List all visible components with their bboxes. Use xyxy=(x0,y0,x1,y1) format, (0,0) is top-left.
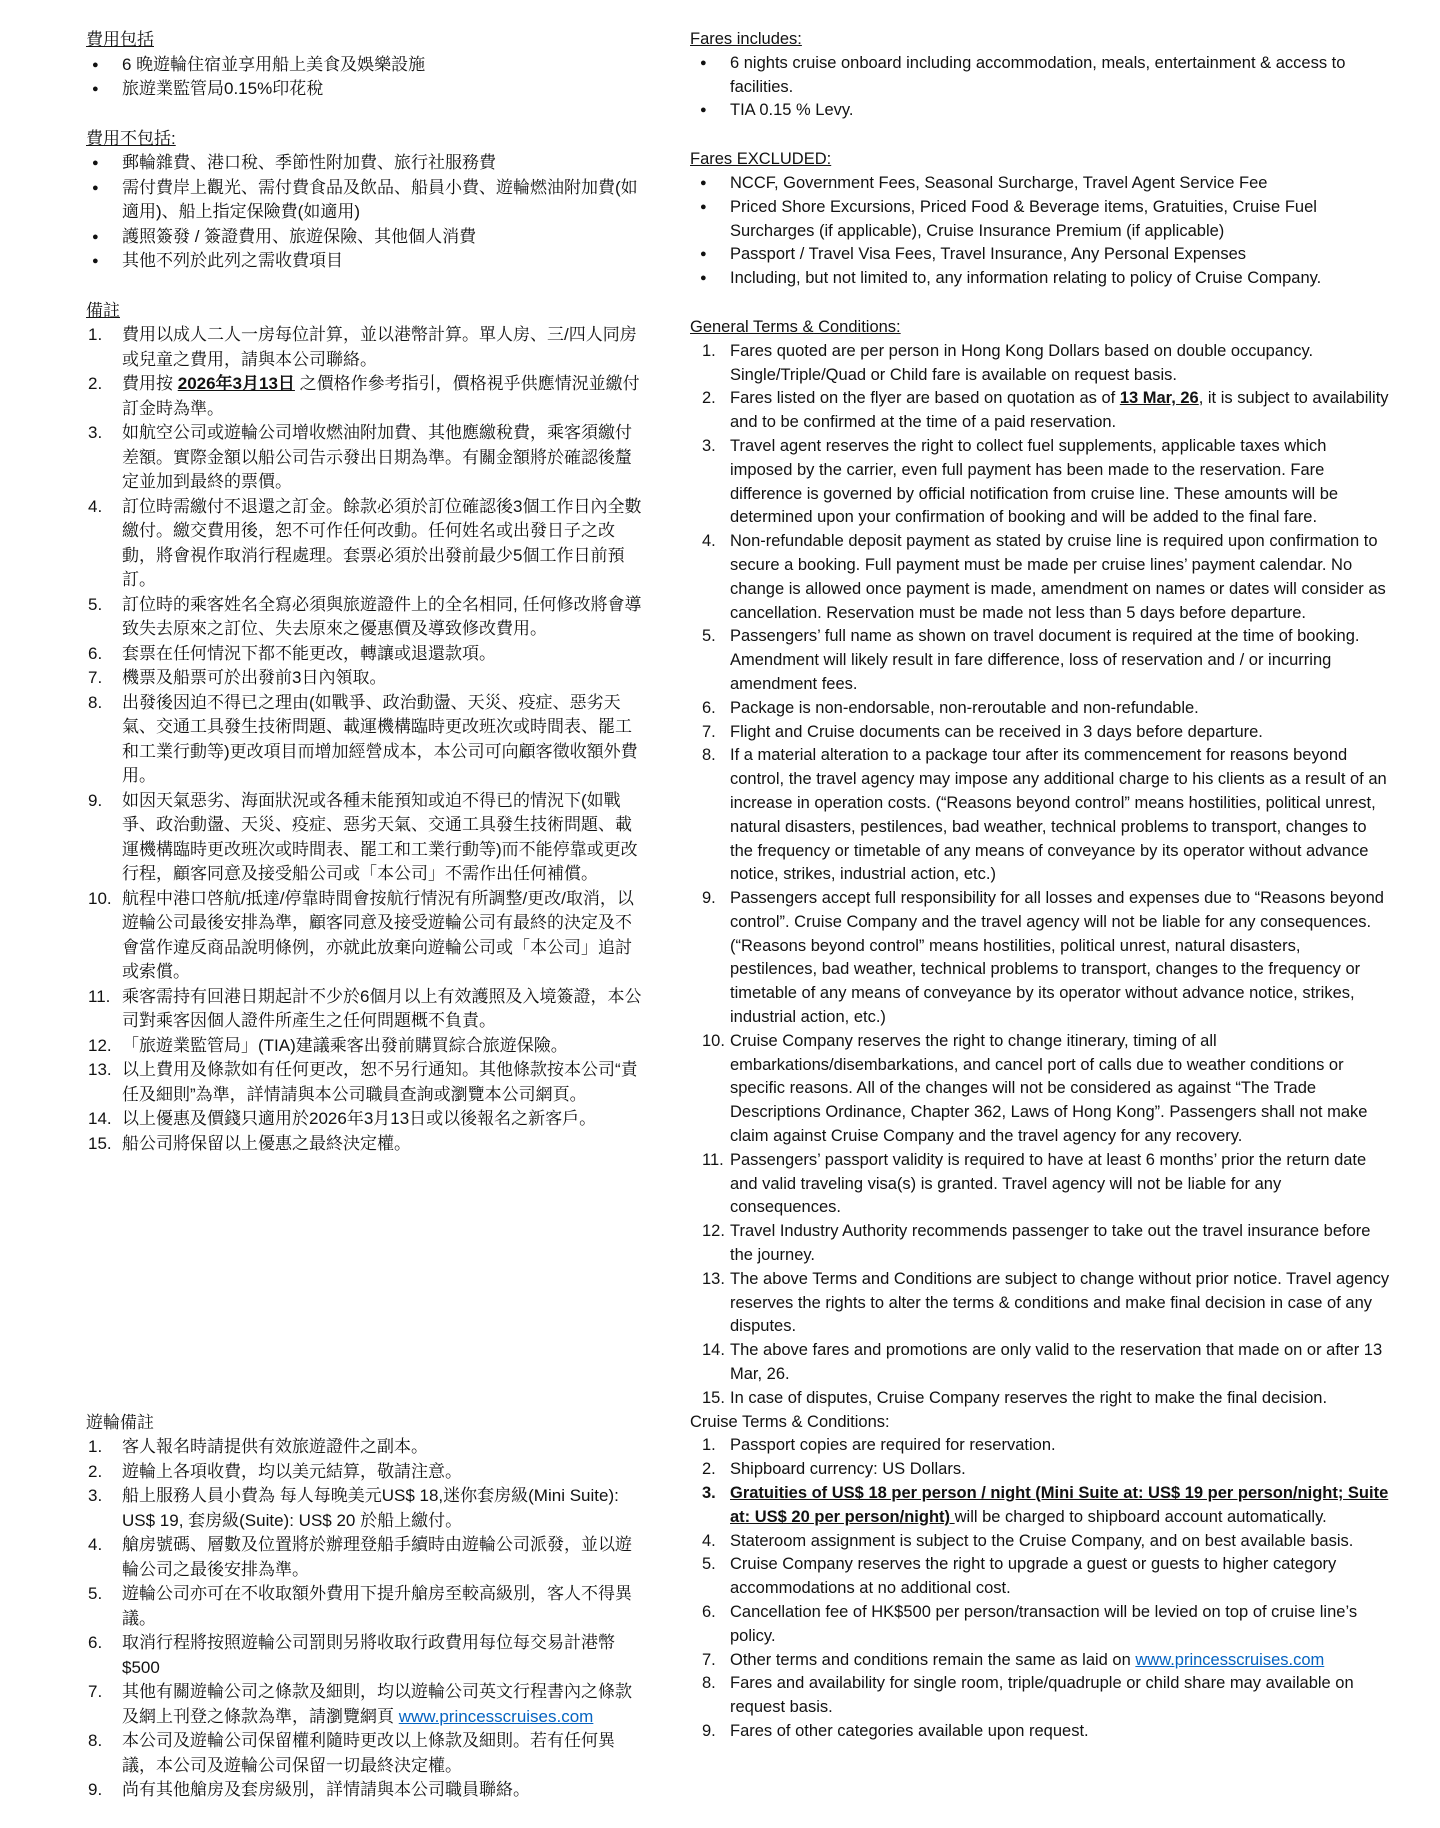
list-item xyxy=(86,1631,646,1680)
list-item xyxy=(86,372,646,421)
list-item xyxy=(690,530,1390,625)
cruise-terms-list xyxy=(690,1434,1390,1743)
list-item xyxy=(86,421,646,495)
text-segment: Including, but not limited to, any information relating to policy of Cruise Company. xyxy=(730,269,1322,288)
text-segment: TIA 0.15 % Levy. xyxy=(730,101,854,120)
bullet-icon: ● xyxy=(700,176,707,189)
list-item xyxy=(690,1268,1390,1339)
item-number: 1. xyxy=(88,325,103,344)
text-segment: 以上優惠及價錢只適用於2026年3月13日或以後報名之新客戶。 xyxy=(122,1109,597,1128)
bullet-icon: ● xyxy=(700,248,707,261)
list-item-text xyxy=(122,644,496,663)
text-segment: 機票及船票可於出發前3日內領取。 xyxy=(122,668,387,687)
list-item xyxy=(690,1387,1390,1411)
list-item xyxy=(690,1434,1390,1458)
list-item xyxy=(690,1720,1390,1744)
item-number: 5. xyxy=(702,1555,716,1574)
item-number: 1. xyxy=(88,1437,103,1457)
text-segment: Priced Shore Excursions, Priced Food & Beverage items, Gratuities, Cruise Fuel Surcharges (if applicable), Cruise Insurance Premium (if applicable) xyxy=(730,197,1317,240)
list-item xyxy=(690,1601,1390,1649)
text-segment: 本公司及遊輪公司保留權利隨時更改以上條款及細則。若有任何異議，本公司及遊輪公司保留一切最終決定權。 xyxy=(122,1731,615,1775)
chinese-column-top xyxy=(86,28,646,1411)
list-item xyxy=(86,1132,646,1157)
item-number: 2. xyxy=(702,389,716,408)
list-item-text xyxy=(730,532,1386,621)
list-item xyxy=(86,77,646,102)
princesscruises-link[interactable]: www.princesscruises.com xyxy=(1135,1650,1325,1669)
list-item-text xyxy=(122,1109,596,1128)
list-item-text xyxy=(730,198,1317,240)
list-item xyxy=(86,1680,646,1729)
list-item xyxy=(690,1149,1390,1220)
list-item xyxy=(690,52,1390,100)
fares-includes-heading: Fares includes: xyxy=(690,30,802,48)
text-segment: Passengers’ passport validity is required to have at least 6 months’ prior the return date and valid traveling visa(s) is granted. Travel agency will not be liable for any consequences. xyxy=(730,1150,1367,1217)
text-segment: 訂位時的乘客姓名全寫必須與旅遊證件上的全名相同, 任何修改將會導致失去原來之訂位、失去原來之優惠價及導致修改費用。 xyxy=(122,594,642,638)
princesscruises-link[interactable]: www.princesscruises.com xyxy=(398,1706,594,1726)
list-item xyxy=(86,249,646,274)
item-number: 8. xyxy=(88,692,103,712)
text-segment: Other terms and conditions remain the same as laid on xyxy=(730,1650,1136,1669)
list-item-text xyxy=(730,1341,1382,1383)
list-item xyxy=(690,99,1390,123)
text-segment: 艙房號碼、層數及位置將於辦理登船手續時由遊輪公司派發，並以遊輪公司之最後安排為準。 xyxy=(122,1535,632,1579)
text-segment: Fares and availability for single room, triple/quadruple or child share may available on request basis. xyxy=(730,1674,1354,1717)
list-item-text xyxy=(730,723,1263,741)
english-column-bottom xyxy=(690,1411,1390,1744)
list-item xyxy=(86,1435,646,1460)
item-number: 8. xyxy=(702,746,716,765)
text-segment: 護照簽發 / 簽證費用、旅遊保險、其他個人消費 xyxy=(122,226,477,246)
list-item-text xyxy=(730,269,1321,287)
text-segment: 遊輪上各項收費，均以美元結算，敬請注意。 xyxy=(122,1461,462,1481)
list-item-text xyxy=(730,1722,1089,1740)
text-segment: 旅遊業監管局0.15%印花稅 xyxy=(122,79,324,98)
list-item xyxy=(86,1058,646,1107)
item-number: 13. xyxy=(702,1269,725,1288)
text-segment: 船公司將保留以上優惠之最終決定權。 xyxy=(122,1133,411,1153)
list-item xyxy=(690,697,1390,721)
list-item-text xyxy=(730,1436,1056,1454)
list-item-text xyxy=(122,1731,615,1775)
list-item-text xyxy=(122,227,476,246)
list-item-text xyxy=(730,1651,1324,1669)
text-segment: If a material alteration to a package tour after its commencement for reasons beyond control, the travel agency may impose any additional charge to his clients as a result of an increase in operation costs. (“Reasons beyond control” means hostilities, political unrest, natural disasters, pestilences, bad weather, technical problems to transport, changes to the frequency or timetable of any means of conveyance by its operator without advance notice, strikes, industrial action, etc.) xyxy=(730,746,1387,884)
item-number: 7. xyxy=(88,1682,103,1702)
list-item-text xyxy=(122,251,343,270)
item-number: 2. xyxy=(88,1461,103,1481)
list-item-text xyxy=(122,1060,638,1104)
text-segment: 訂位時需繳付不退還之訂金。餘款必須於訂位確認後3個工作日內全數繳付。繳交費用後，恕不可作任何改動。任何姓名或出發日子之改動，將會視作取消行程處理。套票必須於出發前最少5個工作日前預訂。 xyxy=(122,496,642,589)
list-item xyxy=(86,1533,646,1582)
text-segment: will be charged to shipboard account automatically. xyxy=(954,1507,1327,1526)
list-item xyxy=(690,1030,1390,1149)
list-item xyxy=(690,1672,1390,1720)
bullet-icon: ● xyxy=(92,181,99,194)
list-item xyxy=(690,1482,1390,1530)
text-segment: 取消行程將按照遊輪公司罰則另將收取行政費用每位每交易計港幣$500 xyxy=(122,1633,615,1677)
item-number: 7. xyxy=(702,722,716,741)
section-notes xyxy=(86,299,646,1157)
text-segment: 6 nights cruise onboard including accommodation, meals, entertainment & access to facilities. xyxy=(730,53,1346,96)
item-number: 4. xyxy=(88,1535,103,1555)
text-segment: Package is non-endorsable, non-reroutable and non-refundable. xyxy=(730,698,1199,717)
list-item-text xyxy=(730,699,1199,717)
list-item-text xyxy=(122,1462,462,1481)
text-segment: Travel agent reserves the right to collect fuel supplements, applicable taxes which imposed by the carrier, even full payment has been made to the reservation. Fare difference is governed by official notification from cruise line. These amounts will be determined upon your confirmation of booking and will be added to the final fare. xyxy=(730,436,1339,527)
list-item xyxy=(690,1220,1390,1268)
text-segment: 費用按 xyxy=(122,374,178,393)
item-number: 10. xyxy=(88,888,112,908)
text-segment: 出發後因迫不得已之理由(如戰爭、政治動盪、天災、疫症、惡劣天氣、交通工具發生技術問題、載運機構臨時更改班次或時間表、罷工和工業行動等)更改項目而增加經營成本，本公司可向顧客徵收額外費用。 xyxy=(122,692,638,785)
list-item-text xyxy=(730,342,1313,384)
text-segment: 尚有其他艙房及套房級別，詳情請與本公司職員聯絡。 xyxy=(122,1780,530,1800)
list-item-text xyxy=(122,325,637,369)
fees-include-list xyxy=(86,53,646,102)
text-segment: Flight and Cruise documents can be received in 3 days before departure. xyxy=(730,722,1263,741)
bullet-icon: ● xyxy=(92,58,99,71)
text-segment: Fares listed on the flyer are based on quotation as of xyxy=(730,389,1120,408)
list-item-text xyxy=(730,1674,1354,1716)
list-item xyxy=(86,1729,646,1778)
list-item xyxy=(86,1778,646,1803)
list-item-text xyxy=(122,153,496,172)
list-item-text xyxy=(122,1535,632,1579)
list-item xyxy=(690,625,1390,696)
item-number: 6. xyxy=(702,1603,716,1621)
text-segment: Passengers accept full responsibility for all losses and expenses due to “Reasons beyond control”. Cruise Company and the travel agency will not be liable for any consequences. (“Reasons beyond control” means hostilities, political unrest, natural disasters, pestilences, bad weather, technical problems to transport, changes to the frequency or timetable of any means of conveyance by its operator without advance notice, strikes, industrial action, etc.) xyxy=(730,889,1384,1027)
text-segment: , it is subject to availability and to be confirmed at the time of a paid reservation. xyxy=(730,389,1389,432)
text-segment: Shipboard currency: US Dollars. xyxy=(730,1460,966,1479)
list-item xyxy=(86,1460,646,1485)
item-number: 15. xyxy=(88,1133,112,1153)
list-item xyxy=(690,744,1390,887)
list-item xyxy=(86,495,646,593)
bullet-icon: ● xyxy=(700,56,707,69)
list-item-text xyxy=(730,1222,1370,1264)
item-number: 5. xyxy=(702,627,716,646)
item-number: 14. xyxy=(702,1341,725,1360)
list-item-text xyxy=(730,101,854,119)
list-item-text xyxy=(122,79,323,98)
item-number: 6. xyxy=(88,1633,103,1653)
text-segment: 航程中港口啓航/抵達/停靠時間會按航行情況有所調整/更改/取消，以遊輪公司最後安排為準，顧客同意及接受遊輪公司有最終的決定及不會當作違反商品說明條例，亦就此放棄向遊輪公司或「本公司」追討或索償。 xyxy=(122,888,634,981)
list-item xyxy=(690,267,1390,291)
section-general-terms xyxy=(690,316,1390,1411)
list-item xyxy=(690,1458,1390,1482)
item-number: 3. xyxy=(702,1484,716,1503)
list-item xyxy=(86,225,646,250)
bullet-icon: ● xyxy=(700,272,707,285)
list-item-text xyxy=(730,746,1387,883)
item-number: 9. xyxy=(88,1780,103,1800)
list-item-text xyxy=(730,1032,1367,1145)
list-item-text xyxy=(122,1780,530,1799)
list-item-text xyxy=(122,1682,632,1726)
text-segment: In case of disputes, Cruise Company reserves the right to make the final decision. xyxy=(730,1388,1328,1407)
list-item-text xyxy=(730,1151,1366,1217)
list-item xyxy=(86,887,646,985)
list-item-text xyxy=(122,1486,619,1530)
section-fees-include xyxy=(86,28,646,102)
list-item-text xyxy=(122,374,640,418)
text-segment: The above Terms and Conditions are subject to change without prior notice. Travel agency reserves the rights to alter the terms & conditions and make final decision in case of any disputes. xyxy=(730,1269,1390,1336)
text-segment: 2026年3月13日 xyxy=(177,374,295,393)
list-item xyxy=(690,435,1390,530)
text-segment: Passport copies are required for reservation. xyxy=(730,1436,1056,1455)
item-number: 2. xyxy=(88,374,103,393)
bullet-icon: ● xyxy=(700,104,707,117)
item-number: 7. xyxy=(88,668,103,687)
list-item xyxy=(86,53,646,78)
text-segment: Non-refundable deposit payment as stated by cruise line is required upon confirmation to secure a booking. Full payment must be made per cruise lines’ payment calendar. No change is allowed once payment is made, amendment on names or dates will consider as cancellation. Reservation must be made not less than 5 days before departure. xyxy=(730,532,1386,622)
list-item xyxy=(86,666,646,691)
list-item-text xyxy=(122,595,641,639)
item-number: 8. xyxy=(88,1731,103,1751)
section-fares-includes xyxy=(690,28,1390,123)
item-number: 4. xyxy=(702,532,716,551)
list-item xyxy=(690,196,1390,244)
text-segment: Cruise Company reserves the right to upgrade a guest or guests to higher category accommodations at no additional cost. xyxy=(730,1555,1337,1598)
bullet-icon: ● xyxy=(700,200,707,213)
list-item xyxy=(690,1530,1390,1554)
text-segment: The above fares and promotions are only valid to the reservation that made on or after 13 Mar, 26. xyxy=(730,1341,1383,1384)
item-number: 1. xyxy=(702,1436,716,1455)
item-number: 14. xyxy=(88,1109,112,1128)
item-number: 5. xyxy=(88,1584,103,1604)
list-item xyxy=(690,1339,1390,1387)
text-segment: 6 晚遊輪住宿並享用船上美食及娛樂設施 xyxy=(122,54,426,74)
list-item-text xyxy=(122,55,425,74)
list-item-text xyxy=(730,1389,1327,1407)
list-item-text xyxy=(122,1633,615,1677)
item-number: 3. xyxy=(88,423,103,442)
fares-excluded-list xyxy=(690,172,1390,291)
item-number: 4. xyxy=(88,496,103,516)
item-number: 8. xyxy=(702,1674,716,1693)
text-segment: Cancellation fee of HK$500 per person/transaction will be levied on top of cruise line’s policy. xyxy=(730,1603,1358,1645)
list-item-text xyxy=(122,791,638,884)
english-column-top xyxy=(690,28,1390,1411)
item-number: 11. xyxy=(702,1150,724,1169)
list-item-text xyxy=(122,1584,632,1628)
item-number: 6. xyxy=(88,643,103,663)
list-item xyxy=(86,1034,646,1059)
fees-exclude-heading: 費用不包括: xyxy=(86,128,176,148)
list-item xyxy=(86,789,646,887)
item-number: 12. xyxy=(88,1035,112,1055)
item-number: 4. xyxy=(702,1531,716,1550)
text-segment: 「旅遊業監管局」(TIA)建議乘客出發前購買綜合旅遊保險。 xyxy=(122,1035,568,1055)
list-item xyxy=(690,887,1390,1030)
text-segment: Travel Industry Authority recommends passenger to take out the travel insurance before the journey. xyxy=(730,1222,1371,1265)
list-item-text xyxy=(122,1134,411,1153)
cruise-notes-list xyxy=(86,1435,646,1803)
fares-includes-list xyxy=(690,52,1390,123)
text-segment: 之價格作參考指引，價格視乎供應情況並繳付訂金時為準。 xyxy=(122,374,640,418)
text-segment: 13 Mar, 26 xyxy=(1119,389,1199,408)
list-item xyxy=(86,176,646,225)
text-segment: 遊輪公司亦可在不收取額外費用下提升艙房至較高級別，客人不得異議。 xyxy=(122,1584,632,1628)
general-terms-heading: General Terms & Conditions: xyxy=(690,317,901,336)
list-item-text xyxy=(122,423,632,491)
item-number: 13. xyxy=(88,1060,112,1079)
notes-list xyxy=(86,323,646,1156)
notes-heading: 備註 xyxy=(86,300,120,320)
list-item xyxy=(86,691,646,789)
text-segment: Cruise Company reserves the right to change itinerary, timing of all embarkations/disembarkations, and cancel port of calls due to weather conditions or specific reasons. All of the changes will not be considered as against “The Trade Descriptions Ordinance, Chapter 362, Laws of Hong Kong”. Passengers shall not make claim against Cruise Company and the travel agency for any recovery. xyxy=(730,1031,1368,1146)
list-item-text xyxy=(122,178,638,222)
list-item-text xyxy=(730,437,1338,526)
list-item-text xyxy=(730,245,1246,263)
list-item xyxy=(690,1553,1390,1601)
section-fees-exclude xyxy=(86,127,646,274)
list-item xyxy=(690,1649,1390,1673)
general-terms-list xyxy=(690,340,1390,1411)
list-item xyxy=(86,985,646,1034)
text-segment: 郵輪雜費、港口稅、季節性附加費、旅行社服務費 xyxy=(122,153,496,172)
list-item-text xyxy=(122,497,641,590)
fees-include-heading: 費用包括 xyxy=(86,30,154,49)
text-segment: 船上服務人員小費為 每人每晚美元US$ 18,迷你套房級(Mini Suite): US$ 19, 套房級(Suite): US$ 20 於船上繳付。 xyxy=(122,1486,619,1530)
text-segment: Stateroom assignment is subject to the Cruise Company, and on best available basis. xyxy=(730,1531,1354,1550)
text-segment: NCCF, Government Fees, Seasonal Surcharge, Travel Agent Service Fee xyxy=(730,173,1268,192)
list-item-text xyxy=(730,889,1384,1026)
list-item xyxy=(690,172,1390,196)
list-item xyxy=(86,1484,646,1533)
list-item-text xyxy=(122,889,634,982)
text-segment: 其他不列於此列之需收費項目 xyxy=(122,251,343,270)
cruise-terms-heading: Cruise Terms & Conditions: xyxy=(690,1412,890,1431)
list-item xyxy=(86,1107,646,1132)
bullet-icon: ● xyxy=(92,230,99,243)
text-segment: 以上費用及條款如有任何更改，恕不另行通知。其他條款按本公司“責任及細則”為準，詳情請與本公司職員查詢或瀏覽本公司網頁。 xyxy=(122,1060,638,1104)
text-segment: 如航空公司或遊輪公司增收燃油附加費、其他應繳稅費，乘客須繳付差額。實際金額以船公司告示發出日期為準。有關金額將於確認後釐定並加到最終的票價。 xyxy=(122,423,632,491)
list-item xyxy=(690,387,1390,435)
item-number: 15. xyxy=(702,1388,725,1407)
list-item-text xyxy=(730,1460,966,1478)
text-segment: 其他有關遊輪公司之條款及細則，均以遊輪公司英文行程書內之條款及網上刊登之條款為準，請瀏覽網頁 xyxy=(122,1682,632,1726)
bullet-icon: ● xyxy=(92,157,99,169)
list-item-text xyxy=(730,54,1345,96)
item-number: 9. xyxy=(702,1721,716,1740)
section-cruise-terms xyxy=(690,1411,1390,1744)
list-item xyxy=(86,323,646,372)
list-item-text xyxy=(122,1437,428,1456)
bullet-icon: ● xyxy=(92,83,99,95)
list-item-text xyxy=(730,627,1359,693)
text-segment: 費用以成人二人一房每位計算，並以港幣計算。單人房、三/四人同房或兒童之費用，請與本公司聯絡。 xyxy=(122,325,637,369)
text-segment: Gratuities of US$ 18 per person / night (Mini Suite at: US$ 19 per person/night; Suite at: US$ 20 per person/night) xyxy=(730,1484,1389,1526)
list-item-text xyxy=(730,1555,1336,1597)
chinese-column-bottom xyxy=(86,1411,646,1803)
item-number: 7. xyxy=(702,1650,716,1669)
item-number: 5. xyxy=(88,594,103,614)
list-item-text xyxy=(730,1484,1388,1526)
list-item xyxy=(86,642,646,667)
text-segment: Passport / Travel Visa Fees, Travel Insurance, Any Personal Expenses xyxy=(730,245,1247,264)
fees-exclude-list xyxy=(86,151,646,274)
bullet-icon: ● xyxy=(92,255,99,267)
list-item xyxy=(690,243,1390,267)
text-segment: 需付費岸上觀光、需付費食品及飲品、船員小費、遊輪燃油附加費(如適用)、船上指定保險費(如適用) xyxy=(122,177,638,221)
item-number: 3. xyxy=(88,1486,103,1506)
list-item-text xyxy=(122,668,386,687)
item-number: 3. xyxy=(702,436,716,455)
section-cruise-notes xyxy=(86,1411,646,1803)
text-segment: Passengers’ full name as shown on travel document is required at the time of booking. Amendment will likely result in fare difference, loss of reservation and / or incurring amendment fees. xyxy=(730,627,1360,693)
fares-excluded-heading: Fares EXCLUDED: xyxy=(690,150,832,169)
item-number: 9. xyxy=(88,790,103,810)
list-item-text xyxy=(730,174,1267,192)
item-number: 10. xyxy=(702,1031,725,1050)
text-segment: 套票在任何情況下都不能更改，轉讓或退還款項。 xyxy=(122,643,496,663)
list-item xyxy=(86,151,646,176)
list-item xyxy=(86,1582,646,1631)
item-number: 1. xyxy=(702,341,716,360)
list-item xyxy=(690,721,1390,745)
list-item-text xyxy=(730,1532,1353,1550)
text-segment: 客人報名時請提供有效旅遊證件之副本。 xyxy=(122,1437,428,1457)
text-segment: 乘客需持有回港日期起計不少於6個月以上有效護照及入境簽證，本公司對乘客因個人證件所產生之任何問題概不負責。 xyxy=(122,986,642,1030)
item-number: 2. xyxy=(702,1460,716,1479)
list-item-text xyxy=(122,1036,568,1055)
list-item-text xyxy=(122,693,638,786)
section-fares-excluded xyxy=(690,148,1390,291)
item-number: 12. xyxy=(702,1222,725,1241)
list-item xyxy=(690,340,1390,388)
list-item xyxy=(86,593,646,642)
cruise-notes-heading: 遊輪備註 xyxy=(86,1412,154,1432)
text-segment: Fares quoted are per person in Hong Kong Dollars based on double occupancy. Single/Triple/Quad or Child fare is available on request basis. xyxy=(730,341,1314,384)
list-item-text xyxy=(730,1603,1357,1645)
item-number: 11. xyxy=(88,986,111,1006)
list-item-text xyxy=(122,987,641,1031)
list-item-text xyxy=(730,1270,1389,1336)
item-number: 6. xyxy=(702,698,716,717)
list-item-text xyxy=(730,389,1389,431)
text-segment: Fares of other categories available upon request. xyxy=(730,1721,1089,1740)
text-segment: 如因天氣惡劣、海面狀況或各種未能預知或迫不得已的情況下(如戰爭、政治動盪、天災、疫症、惡劣天氣、交通工具發生技術問題、載運機構臨時更改班次或時間表、罷工和工業行動等)而不能停靠或更改行程，顧客同意及接受船公司或「本公司」不需作出任何補償。 xyxy=(122,790,638,883)
item-number: 9. xyxy=(702,889,716,908)
